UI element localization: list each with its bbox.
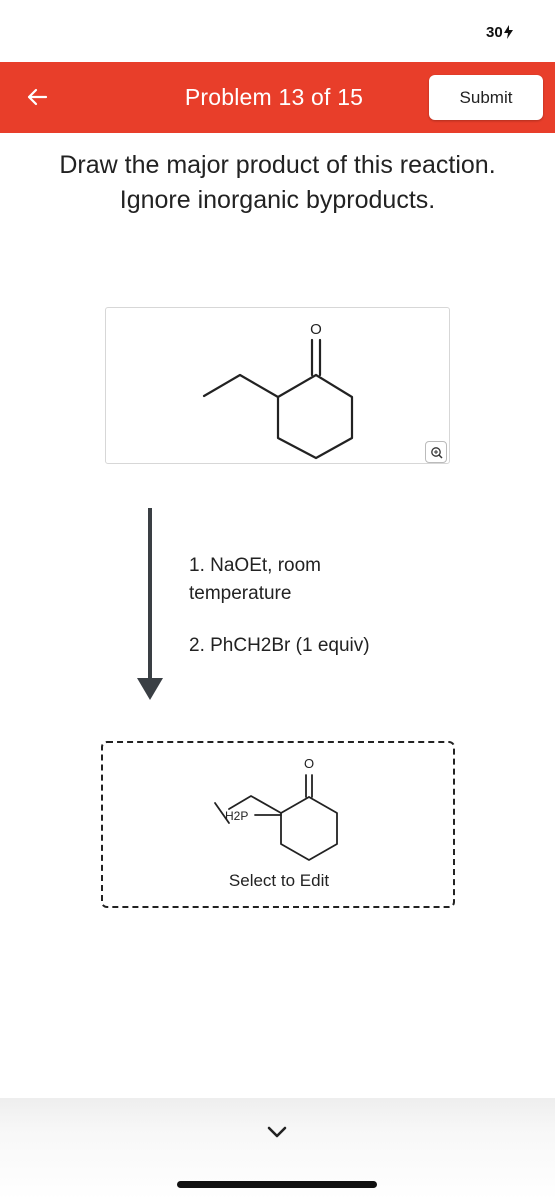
home-indicator xyxy=(177,1181,377,1188)
product-drawing-area[interactable] xyxy=(101,741,455,908)
reactant-oxygen-label: O xyxy=(310,321,322,338)
question-text xyxy=(0,148,555,218)
points-value: 30 xyxy=(486,23,503,41)
reactant-molecule xyxy=(106,308,451,465)
reaction-arrow-head xyxy=(137,678,163,700)
reaction-conditions xyxy=(189,552,449,608)
condition-step-2: 2. PhCH2Br (1 equiv) xyxy=(189,635,370,656)
question-line-1: Draw the major product of this reaction. xyxy=(59,151,496,179)
bolt-icon xyxy=(504,25,513,39)
product-oxygen-label: O xyxy=(303,756,315,771)
magnifier-icon xyxy=(426,442,448,464)
chevron-down-icon[interactable] xyxy=(262,1120,292,1144)
zoom-button[interactable] xyxy=(425,441,447,463)
question-line-2: Ignore inorganic byproducts. xyxy=(119,186,436,214)
submit-button[interactable]: Submit xyxy=(429,75,543,120)
condition-step-1-line-1: 1. NaOEt, room xyxy=(189,555,321,576)
product-substituent-label: H2P xyxy=(225,809,249,823)
condition-step-1-line-2: temperature xyxy=(189,583,292,604)
points-badge xyxy=(482,22,517,42)
problem-title: Problem 13 of 15 xyxy=(184,84,364,110)
select-to-edit-label: Select to Edit xyxy=(228,871,330,890)
header-bar xyxy=(0,62,555,133)
status-bar xyxy=(0,0,555,62)
reaction-arrow-shaft xyxy=(148,508,152,680)
reactant-structure-box xyxy=(105,307,450,464)
product-molecule xyxy=(103,743,455,868)
